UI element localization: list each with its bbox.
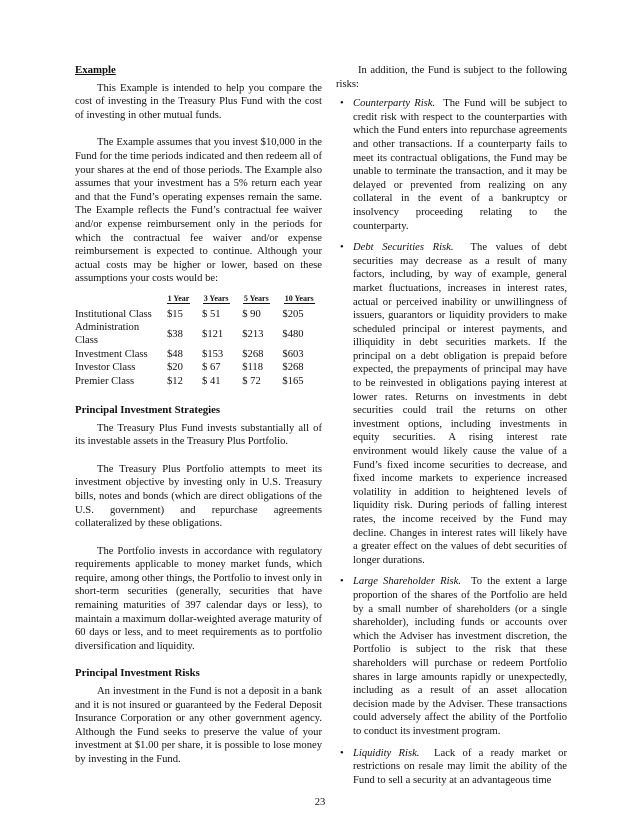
- table-row: [75, 308, 322, 321]
- table-header-10-years: 10 Years: [284, 293, 314, 303]
- cell-value: $153: [202, 348, 224, 360]
- row-label: Administration Class: [75, 321, 140, 347]
- cell-value: $118: [242, 362, 264, 374]
- risks-intro: In addition, the Fund is subject to the following risks:: [336, 65, 567, 90]
- cell-value: $ 51: [202, 308, 221, 320]
- risk-text: The values of debt securities may decrease as a result of many factors, including, by way of example, general market fluctuations, increases in interest rates, actual or perceived inability or unwillingness of issuers, guarantors or liquidity providers to make scheduled principal or interest payments, and illiquidity in debt securities markets. If the principal on a debt obligation is prepaid before expected, the prepayments of principal may have to be reinvested in obligations paying interest at lower rates. Returns on investments in debt securities could trail the returns on other investment options, including investments in equity securities. A rising interest rate environment would likely cause the value of a Fund’s fixed income securities to decrease, and fixed income markets to experience increased volatility in addition to heightened levels of liquidity risk. During periods of falling interest rates, the income received by the Fund may decline. Changes in interest rates will likely have a greater effect on the values of debt securities of longer durations.: [353, 242, 567, 566]
- table-row: [75, 361, 322, 374]
- table-header-5-years: 5 Years: [243, 293, 269, 303]
- cell-value: $121: [202, 328, 224, 340]
- right-column: [336, 64, 567, 795]
- row-label: Premier Class: [75, 375, 135, 387]
- cell-value: $213: [242, 328, 264, 340]
- table-header-3-years: 3 Years: [203, 293, 229, 303]
- example-heading: Example: [75, 64, 116, 76]
- cell-value: $38: [167, 328, 183, 340]
- row-label: Investor Class: [75, 362, 136, 374]
- cell-value: $ 72: [242, 375, 261, 387]
- cell-value: $268: [242, 348, 264, 360]
- list-item: [336, 747, 567, 788]
- page-number: 23: [314, 797, 326, 808]
- cell-value: $603: [282, 348, 304, 360]
- cell-value: $48: [167, 348, 183, 360]
- cell-value: $268: [282, 362, 304, 374]
- cell-value: $165: [282, 375, 304, 387]
- cell-value: $ 90: [242, 308, 261, 320]
- table-row: [75, 348, 322, 361]
- cell-value: $480: [282, 328, 304, 340]
- left-column: [75, 64, 322, 781]
- bullet: •: [340, 242, 344, 254]
- bullet: •: [340, 576, 344, 588]
- table-row: [75, 321, 322, 348]
- bullet: •: [340, 98, 344, 110]
- cell-value: $ 67: [202, 362, 221, 374]
- list-item: [336, 241, 567, 567]
- bullet: •: [340, 747, 344, 759]
- risk-title: Debt Securities Risk.: [353, 242, 454, 254]
- strategies-heading: Principal Investment Strategies: [75, 403, 221, 416]
- cell-value: $20: [167, 362, 183, 374]
- table-row: [75, 375, 322, 388]
- cell-value: $12: [167, 375, 183, 387]
- example-paragraph-1: This Example is intended to help you compare the cost of investing in the Treasury Plus Fund with the cost of investing in other mutual funds.: [75, 82, 322, 121]
- cell-value: $15: [167, 308, 183, 320]
- row-label: Investment Class: [75, 348, 148, 360]
- expense-example-table: [75, 292, 322, 388]
- risks-heading: Principal Investment Risks: [75, 667, 200, 680]
- strategies-paragraph-2: The Treasury Plus Portfolio attempts to meet its investment objective by investing only in U.S. Treasury bills, notes and bonds (which are direct obligations of the U.S. government) and repurchase agreements collateralized by these obligations.: [75, 463, 322, 530]
- risk-text: Lack of a ready market or restrictions on resale may limit the ability of the Fund to sell a security at an advantageous time: [353, 747, 567, 786]
- row-label: Institutional Class: [75, 308, 152, 320]
- risks-paragraph-1: An investment in the Fund is not a deposit in a bank and it is not insured or guaranteed by the Federal Deposit Insurance Corporation or any other government agency. Although the Fund seeks to preserve the value of your investment at $1.00 per share, it is possible to lose money by investing in the Fund.: [75, 686, 322, 765]
- table-header-blank: [75, 292, 161, 308]
- risk-text: To the extent a large proportion of the shares of the Portfolio are held by a small number of shareholders (or a single shareholder), including funds or accounts over which the Adviser has investment discretion, the Portfolio is subject to the risk that these shareholders will purchase or redeem Portfolio shares in large amounts rapidly or unexpectedly, including as a result of an asset allocation decision made by the Adviser. These transactions could adversely affect the ability of the Portfolio to conduct its investment program.: [353, 576, 567, 737]
- list-item: [336, 575, 567, 738]
- risk-list: [336, 97, 567, 787]
- strategies-paragraph-1: The Treasury Plus Fund invests substantially all of its investable assets in the Treasury Plus Portfolio.: [75, 422, 322, 448]
- table-header-1-year: 1 Year: [167, 293, 190, 303]
- risk-title: Liquidity Risk.: [353, 747, 420, 759]
- risk-title: Large Shareholder Risk.: [353, 576, 461, 588]
- risk-text: The Fund will be subject to credit risk with respect to the counterparties with which the Fund enters into repurchase agreements and other transactions. If a counterparty fails to meet its contractual obligations, the Fund may be unable to terminate the transaction, and it may be delayed or prevented from realizing on any collateral in the event of a bankruptcy or insolvency proceeding relating to the counterparty.: [353, 98, 568, 232]
- table-header-row: [75, 292, 322, 308]
- cell-value: $ 41: [202, 375, 221, 387]
- cell-value: $205: [282, 308, 304, 320]
- example-paragraph-2: The Example assumes that you invest $10,000 in the Fund for the time periods indicated and then redeem all of your shares at the end of those periods. The Example also assumes that your investment has a 5% return each year and that the Fund’s operating expenses remain the same. The Example reflects the Fund’s contractual fee waiver and/or expense reimbursement only in the periods for which the contractual fee waiver and/or expense reimbursement is expected to continue. Although your actual costs may be higher or lower, based on these assumptions your costs would be:: [75, 137, 322, 285]
- strategies-paragraph-3: The Portfolio invests in accordance with regulatory requirements applicable to money market funds, which require, among other things, the Portfolio to invest only in short-term securities (generally, securities that have remaining maturities of 397 calendar days or less), to maintain a maximum dollar-weighted average maturity of 60 days or less, and to meet requirements as to portfolio diversification and liquidity.: [75, 545, 322, 652]
- list-item: [336, 97, 567, 233]
- risk-title: Counterparty Risk.: [353, 98, 436, 110]
